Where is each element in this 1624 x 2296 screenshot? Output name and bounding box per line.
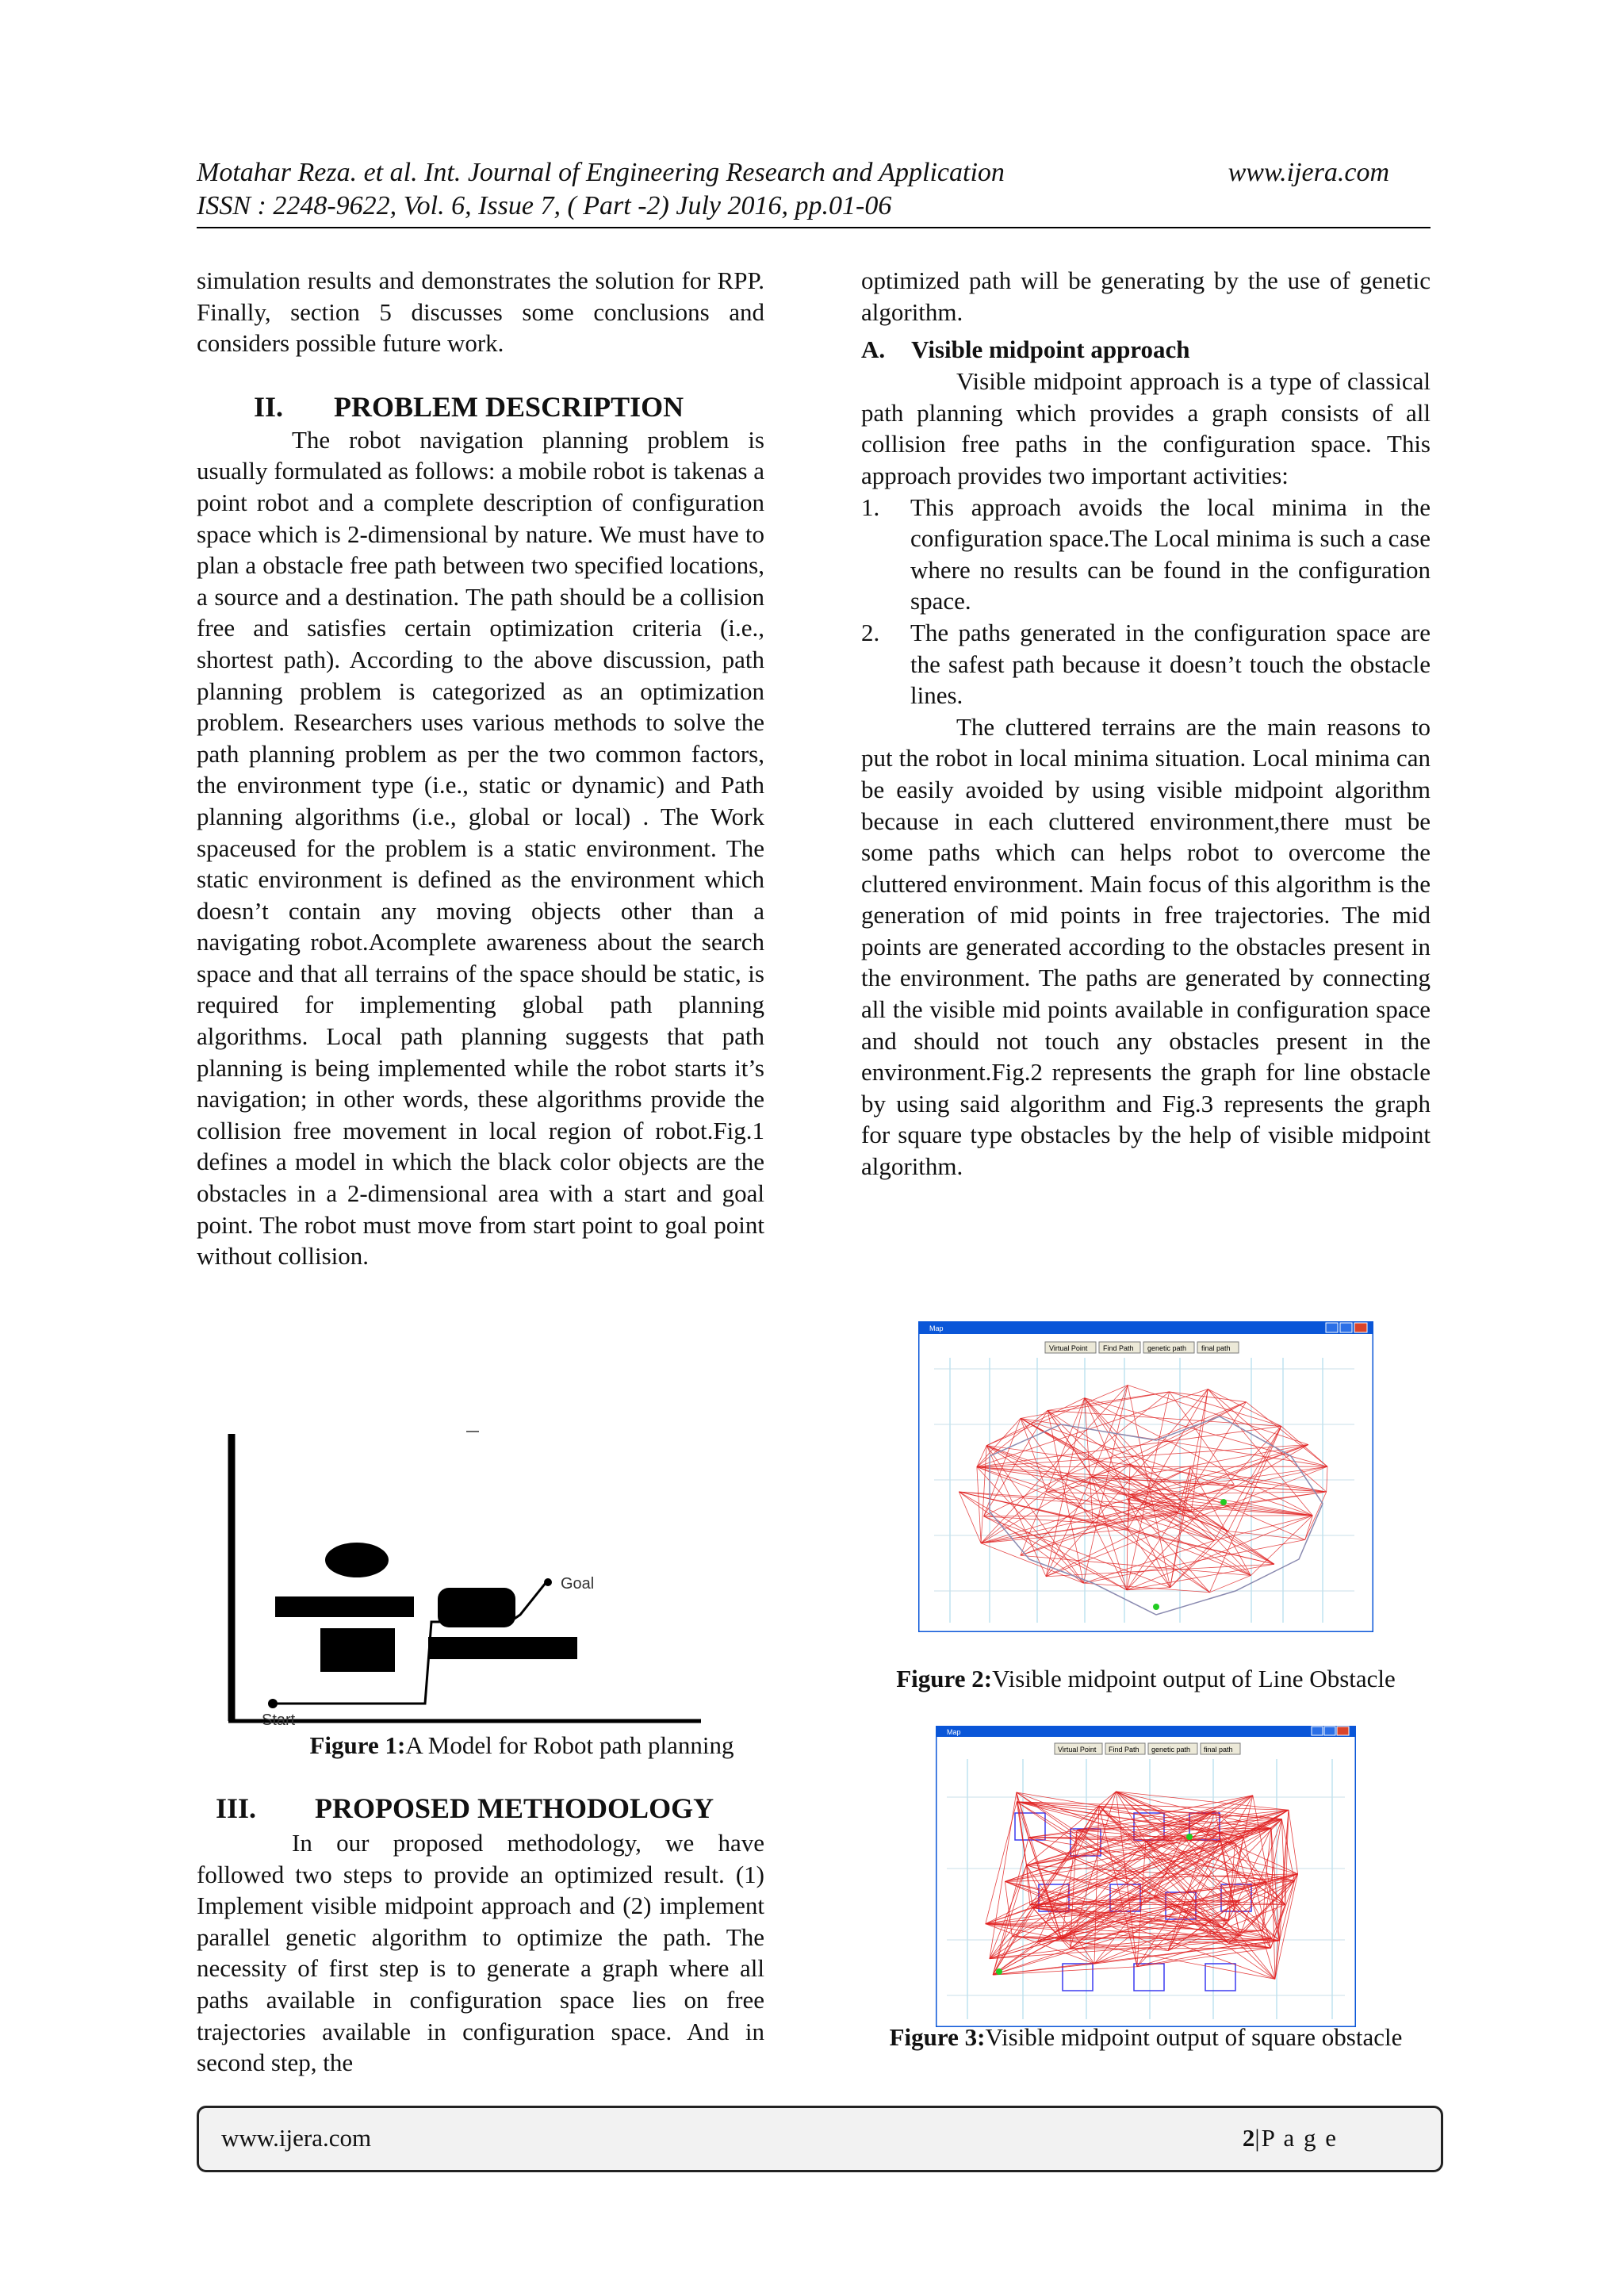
start-point xyxy=(268,1699,278,1708)
window-title: Map xyxy=(929,1324,944,1332)
list-item xyxy=(861,617,1431,711)
section-title: PROPOSED METHODOLOGY xyxy=(315,1792,714,1824)
close-button[interactable] xyxy=(1337,1727,1349,1735)
journal-header xyxy=(197,157,1389,189)
subsection-label: A. xyxy=(861,335,886,364)
figure-3-caption-text: Visible midpoint output of square obstacle xyxy=(985,2023,1403,2051)
page-footer xyxy=(197,2106,1443,2172)
midpoint-marker xyxy=(1220,1499,1227,1505)
page-number xyxy=(1243,2124,1338,2152)
virtual-point-button-label: Virtual Point xyxy=(1049,1344,1088,1352)
list-number: 1. xyxy=(861,493,880,521)
subsection-title: Visible midpoint approach xyxy=(911,335,1190,364)
section-heading-problem-description xyxy=(197,389,764,424)
figure-2-caption-text: Visible midpoint output of Line Obstacle xyxy=(992,1665,1396,1692)
start-marker xyxy=(996,1968,1002,1975)
footer-url[interactable]: www.ijera.com xyxy=(221,2124,372,2152)
issn-line: ISSN : 2248-9622, Vol. 6, Issue 7, ( Part -2) July 2016, pp.01-06 xyxy=(197,191,892,220)
final-path-button-label: final path xyxy=(1204,1746,1233,1754)
figure-2-image xyxy=(918,1321,1373,1632)
figure-1-caption-text: A Model for Robot path planning xyxy=(405,1731,734,1759)
intro-paragraph: simulation results and demonstrates the solution for RPP. Finally, section 5 discusses some conclusions and considers possible future work. xyxy=(197,266,764,358)
minimize-button[interactable] xyxy=(1312,1727,1323,1735)
square-obstacle-map-window xyxy=(936,1726,1356,2027)
figure-3-image xyxy=(936,1726,1356,2027)
figure-3-caption xyxy=(861,2022,1431,2053)
figure-2-label: Figure 2: xyxy=(896,1665,993,1692)
midpoint-marker xyxy=(1153,1604,1159,1610)
start-label: Start xyxy=(262,1711,296,1729)
visible-midpoint-paragraph: Visible midpoint approach is a type of classical path planning which provides a graph consists of all collision free paths in the configuration space. This approach provides two important activities: xyxy=(861,367,1431,489)
right-column xyxy=(861,265,1431,1182)
problem-description-paragraph: The robot navigation planning problem is usually formulated as follows: a mobile robot is takenas a point robot and a complete description of configuration space which is 2-dimensional by nature. We must have to plan a obstacle free path between two specified locations, a source and a destination. The path should be a collision free and satisfies certain optimization criteria (i.e., shortest path). According to the above discussion, path planning problem is categorized as an optimization problem. Researchers uses various methods to solve the path planning problem as per the two common factors, the environment type (i.e., static or dynamic) and Path planning algorithms (i.e., global or local) . The Work spaceused for the problem is a static environment. The static environment is defined as the environment which doesn’t contain any moving objects other than a navigating robot.Acomplete awareness about the search space and that all terrains of the space should be static, is required for implementing global path planning algorithms. Local path planning suggests that path planning is being implemented while the robot starts it’s navigation; in other words, these algorithms provide the collision free movement in local region of robot.Fig.1 defines a model in which the black color objects are the obstacles in a 2-dimensional area with a start and goal point. The robot must move from start point to goal point without collision. xyxy=(197,425,764,1271)
obstacle-bar-2 xyxy=(428,1637,577,1659)
figure-3-label: Figure 3: xyxy=(889,2023,986,2051)
section-number: II. xyxy=(254,390,284,423)
page-label: |P a g e xyxy=(1254,2124,1338,2152)
header-divider xyxy=(197,227,1431,228)
maximize-button[interactable] xyxy=(1340,1323,1352,1332)
journal-url[interactable]: www.ijera.com xyxy=(1228,158,1389,187)
obstacle-ellipse xyxy=(325,1543,389,1577)
obstacle-bar-1 xyxy=(275,1596,414,1617)
window-title-bar xyxy=(936,1726,1356,1737)
virtual-point-button-label: Virtual Point xyxy=(1058,1746,1097,1754)
list-number: 2. xyxy=(861,618,880,646)
find-path-button-label: Find Path xyxy=(1103,1344,1134,1352)
figure-1-image xyxy=(224,1428,714,1729)
figure-1-caption xyxy=(197,1731,847,1761)
goal-marker xyxy=(1186,1834,1193,1840)
list-text: The paths generated in the configuration space are the safest path because it doesn’t touch the obstacle lines. xyxy=(910,618,1431,710)
page-number-value: 2 xyxy=(1242,2124,1255,2152)
window-title: Map xyxy=(947,1728,961,1736)
list-text: This approach avoids the local minima in the configuration space.The Local minima is such a case where no results can be found in the configuration space. xyxy=(910,493,1431,615)
left-column xyxy=(197,265,764,1272)
section-title: PROBLEM DESCRIPTION xyxy=(334,390,684,423)
figure-2-caption xyxy=(861,1664,1431,1694)
final-path-button-label: final path xyxy=(1201,1344,1231,1352)
robot-model-diagram xyxy=(224,1428,714,1729)
line-obstacle-map-window xyxy=(918,1321,1373,1632)
figure-1-label: Figure 1: xyxy=(309,1731,406,1759)
window-title-bar xyxy=(918,1321,1373,1334)
goal-label: Goal xyxy=(561,1575,595,1593)
obstacle-block xyxy=(320,1628,395,1672)
genetic-path-button-label: genetic path xyxy=(1151,1746,1191,1754)
genetic-path-button-label: genetic path xyxy=(1147,1344,1187,1352)
cluttered-terrain-paragraph: The cluttered terrains are the main reasons to put the robot in local minima situation. Local minima can be easily avoided by using visible midpoint algorithm because in each cluttered environment,there must be some paths which can helps robot to overcome the cluttered environment. Main focus of this algorithm is the generation of mid points in free trajectories. The mid points are generated according to the obstacles present in the environment. The paths are generated by connecting all the visible mid points available in configuration space and should not touch any obstacles present in the environment.Fig.2 represents the graph for line obstacle by using said algorithm and Fig.3 represents the graph for square type obstacles by the help of visible midpoint algorithm. xyxy=(861,712,1431,1181)
close-button[interactable] xyxy=(1354,1323,1367,1332)
maximize-button[interactable] xyxy=(1324,1727,1335,1735)
find-path-button-label: Find Path xyxy=(1109,1746,1139,1754)
minimize-button[interactable] xyxy=(1326,1323,1338,1332)
journal-citation: Motahar Reza. et al. Int. Journal of Engineering Research and Application xyxy=(197,158,1005,187)
list-item xyxy=(861,492,1431,617)
goal-point xyxy=(544,1578,552,1586)
section-proposed-methodology xyxy=(197,1791,764,2079)
proposed-methodology-paragraph: In our proposed methodology, we have followed two steps to provide an optimized result. (1) Implement visible midpoint approach and (2) implement parallel genetic algorithm to optimize the path. The necessity of first step is to generate a graph where all paths available in configuration space lies on free trajectories available in configuration space. And in second step, the xyxy=(197,1829,764,2077)
section-number: III. xyxy=(216,1792,257,1824)
right-intro-paragraph: optimized path will be generating by the use of genetic algorithm. xyxy=(861,266,1431,326)
subsection-heading xyxy=(861,334,1431,366)
section-heading-proposed-methodology xyxy=(197,1791,764,1826)
